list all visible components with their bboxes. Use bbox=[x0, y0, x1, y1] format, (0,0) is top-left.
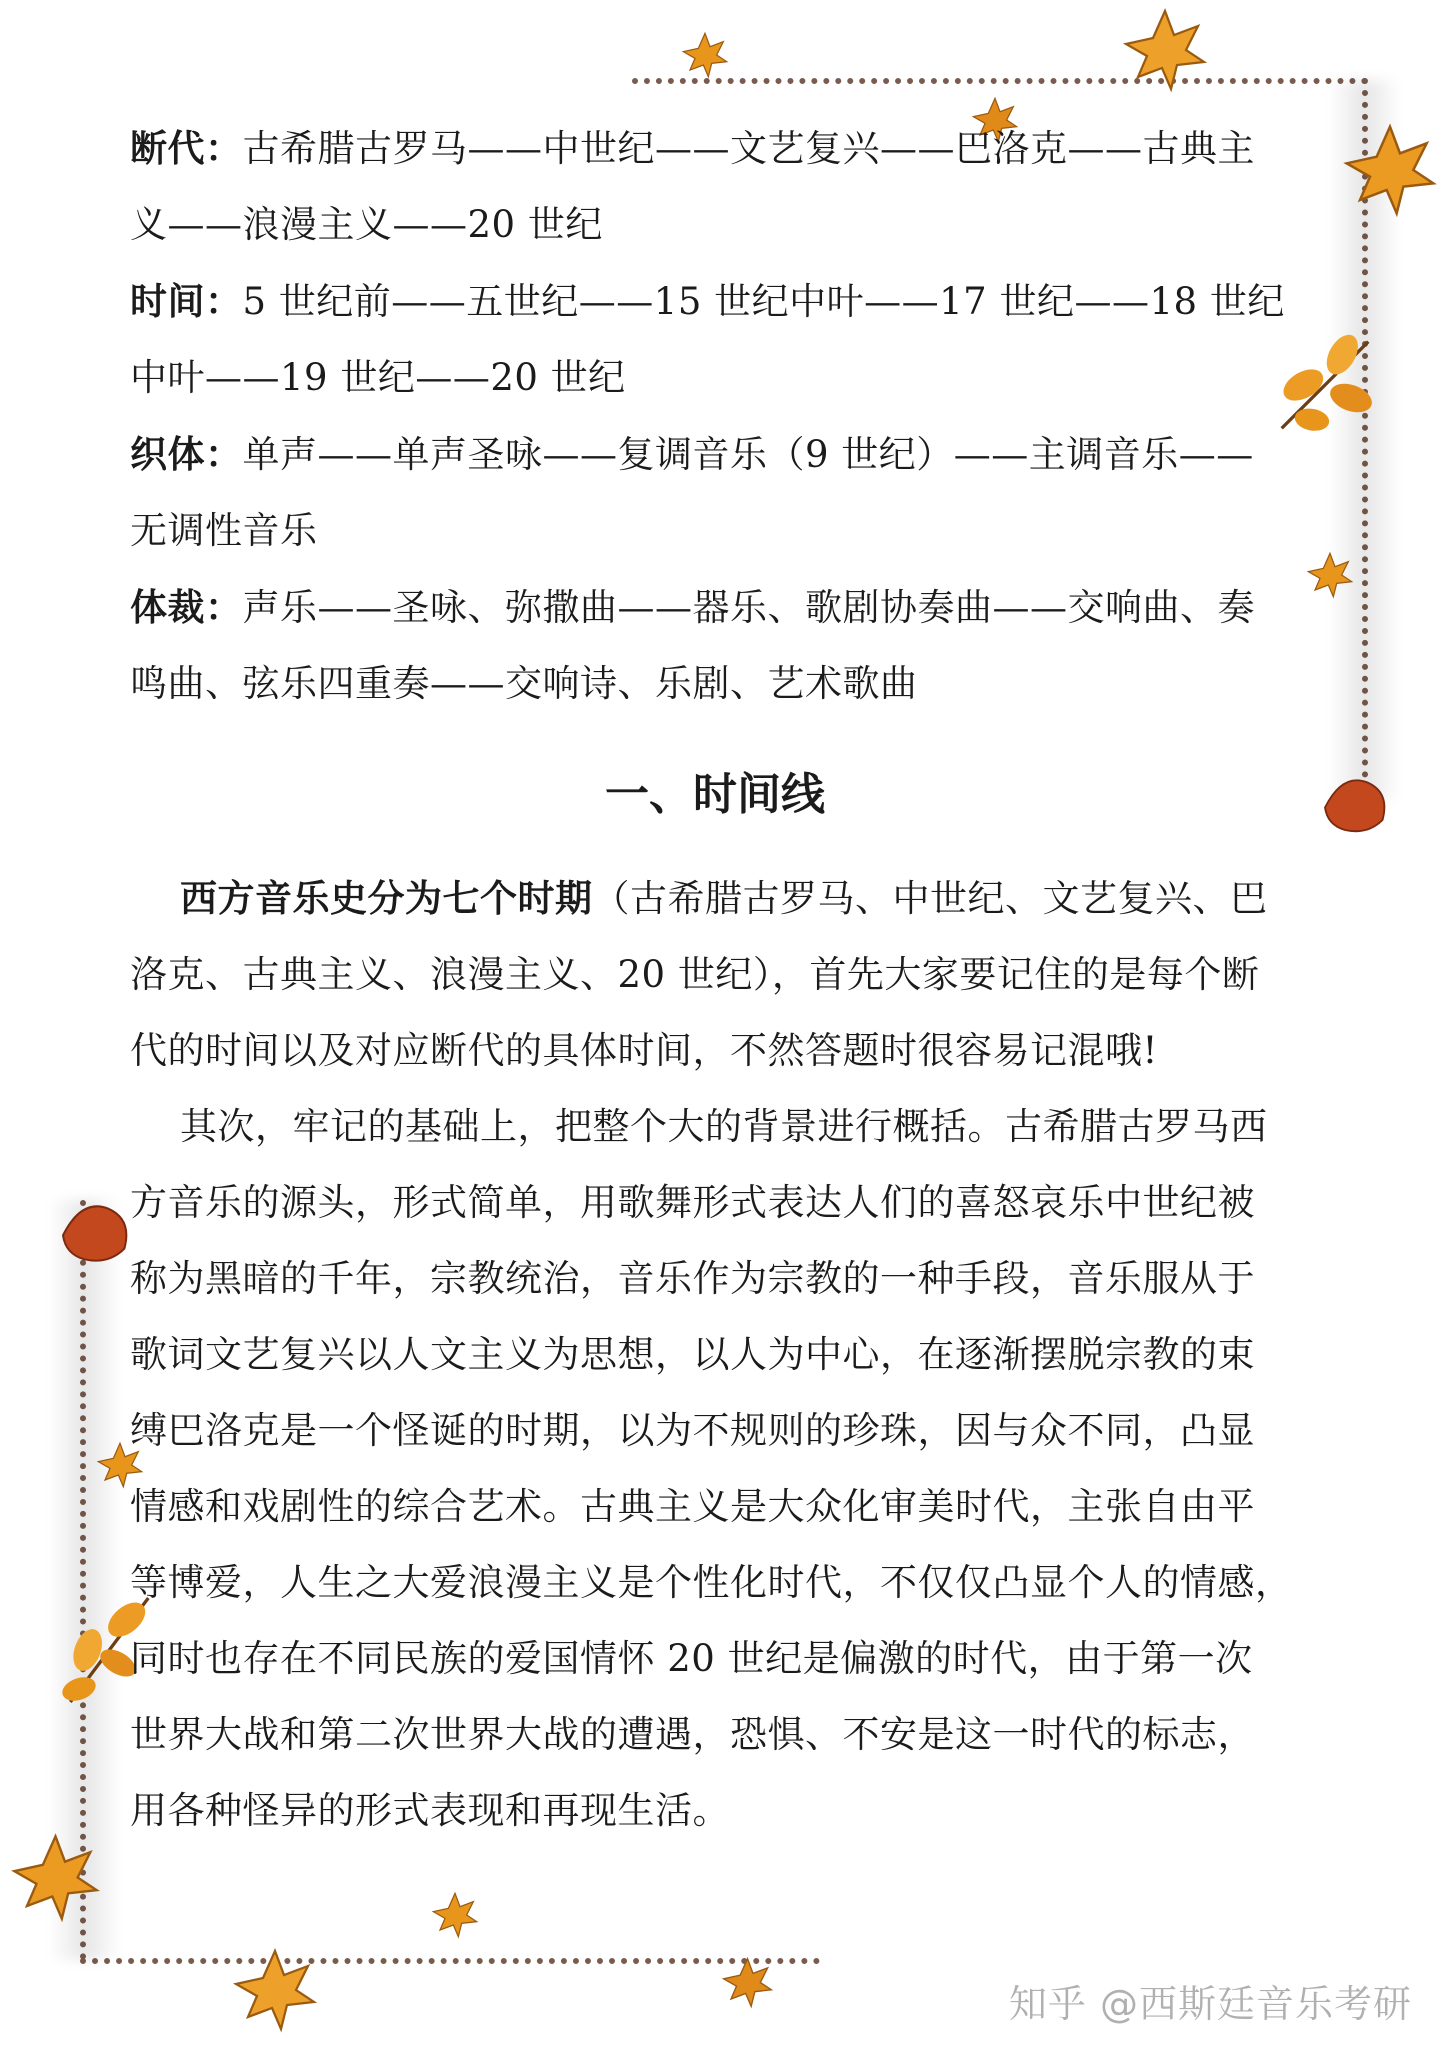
frame-border-top bbox=[632, 78, 1368, 84]
frame-border-bottom bbox=[80, 1958, 820, 1964]
paragraph-line: 世界大战和第二次世界大战的遭遇，恐惧、不安是这一时代的标志， bbox=[130, 1713, 1255, 1756]
texture-text: 单声——单声圣咏——复调音乐（9 世纪）——主调音乐—— bbox=[242, 433, 1254, 476]
paragraph-line: 情感和戏剧性的综合艺术。古典主义是大众化审美时代，主张自由平 bbox=[130, 1485, 1255, 1528]
genre-line-1 bbox=[130, 569, 1300, 646]
time-text: 5 世纪前——五世纪——15 世纪中叶——17 世纪——18 世纪 bbox=[242, 280, 1285, 323]
texture-label: 织体： bbox=[130, 432, 243, 476]
document-body bbox=[130, 110, 1300, 1849]
section-title: 一、时间线 bbox=[605, 769, 825, 820]
paragraph-line: 缚巴洛克是一个怪诞的时期，以为不规则的珍珠，因与众不同，凸显 bbox=[130, 1409, 1255, 1452]
genre-line-2: 鸣曲、弦乐四重奏——交响诗、乐剧、艺术歌曲 bbox=[130, 662, 918, 705]
era-line-1 bbox=[130, 110, 1300, 187]
paragraph-line: 同时也存在不同民族的爱国情怀 20 世纪是偏激的时代，由于第一次 bbox=[130, 1637, 1253, 1680]
time-line-2: 中叶——19 世纪——20 世纪 bbox=[130, 356, 626, 399]
paragraph-line: 歌词文艺复兴以人文主义为思想，以人为中心，在逐渐摆脱宗教的束 bbox=[130, 1333, 1255, 1376]
maple-leaf-icon bbox=[8, 1830, 103, 1925]
paragraph-line: 方音乐的源头，形式简单，用歌舞形式表达人们的喜怒哀乐中世纪被 bbox=[130, 1181, 1255, 1224]
paragraph-line: 用各种怪异的形式表现和再现生活。 bbox=[130, 1789, 730, 1832]
maple-leaf-icon bbox=[430, 1890, 480, 1940]
maple-leaf-icon bbox=[720, 1955, 775, 2010]
watermark: 知乎 @西斯廷音乐考研 bbox=[1008, 1982, 1412, 2026]
era-label: 断代： bbox=[130, 126, 243, 170]
maple-leaf-icon bbox=[1120, 5, 1210, 95]
maple-leaf-icon bbox=[1340, 120, 1440, 220]
paragraph-lead: 西方音乐史分为七个时期 bbox=[180, 876, 593, 920]
maple-leaf-icon bbox=[680, 30, 730, 80]
time-line-1 bbox=[130, 263, 1300, 340]
era-line-2: 义——浪漫主义——20 世纪 bbox=[130, 203, 603, 246]
era-text: 古希腊古罗马——中世纪——文艺复兴——巴洛克——古典主 bbox=[242, 127, 1255, 170]
texture-line-2: 无调性音乐 bbox=[130, 509, 318, 552]
paragraph-line: 代的时间以及对应断代的具体时间，不然答题时很容易记混哦! bbox=[130, 1029, 1158, 1072]
paragraph-line: 洛克、古典主义、浪漫主义、20 世纪），首先大家要记住的是每个断 bbox=[130, 953, 1260, 996]
paragraph-line: 其次，牢记的基础上，把整个大的背景进行概括。古希腊古罗马西 bbox=[180, 1105, 1268, 1148]
maple-leaf-icon bbox=[230, 1945, 320, 2035]
paragraph-line: 等博爱，人生之大爱浪漫主义是个性化时代，不仅仅凸显个人的情感， bbox=[130, 1561, 1293, 1604]
paragraph-line: 称为黑暗的千年，宗教统治，音乐作为宗教的一种手段，音乐服从于 bbox=[130, 1257, 1255, 1300]
paragraph-text: （古希腊古罗马、中世纪、文艺复兴、巴 bbox=[592, 877, 1268, 920]
genre-text: 声乐——圣咏、弥撒曲——器乐、歌剧协奏曲——交响曲、奏 bbox=[242, 586, 1255, 629]
red-leaf-icon bbox=[50, 1190, 140, 1270]
red-leaf-icon bbox=[1310, 765, 1400, 840]
genre-label: 体裁： bbox=[130, 585, 243, 629]
time-label: 时间： bbox=[130, 279, 243, 323]
paragraph-line bbox=[130, 860, 1300, 937]
summary-block bbox=[130, 110, 1300, 722]
paragraph-background bbox=[130, 1089, 1300, 1849]
paragraph-periods bbox=[130, 860, 1300, 1089]
texture-line-1 bbox=[130, 416, 1300, 493]
maple-leaf-icon bbox=[1305, 550, 1355, 600]
